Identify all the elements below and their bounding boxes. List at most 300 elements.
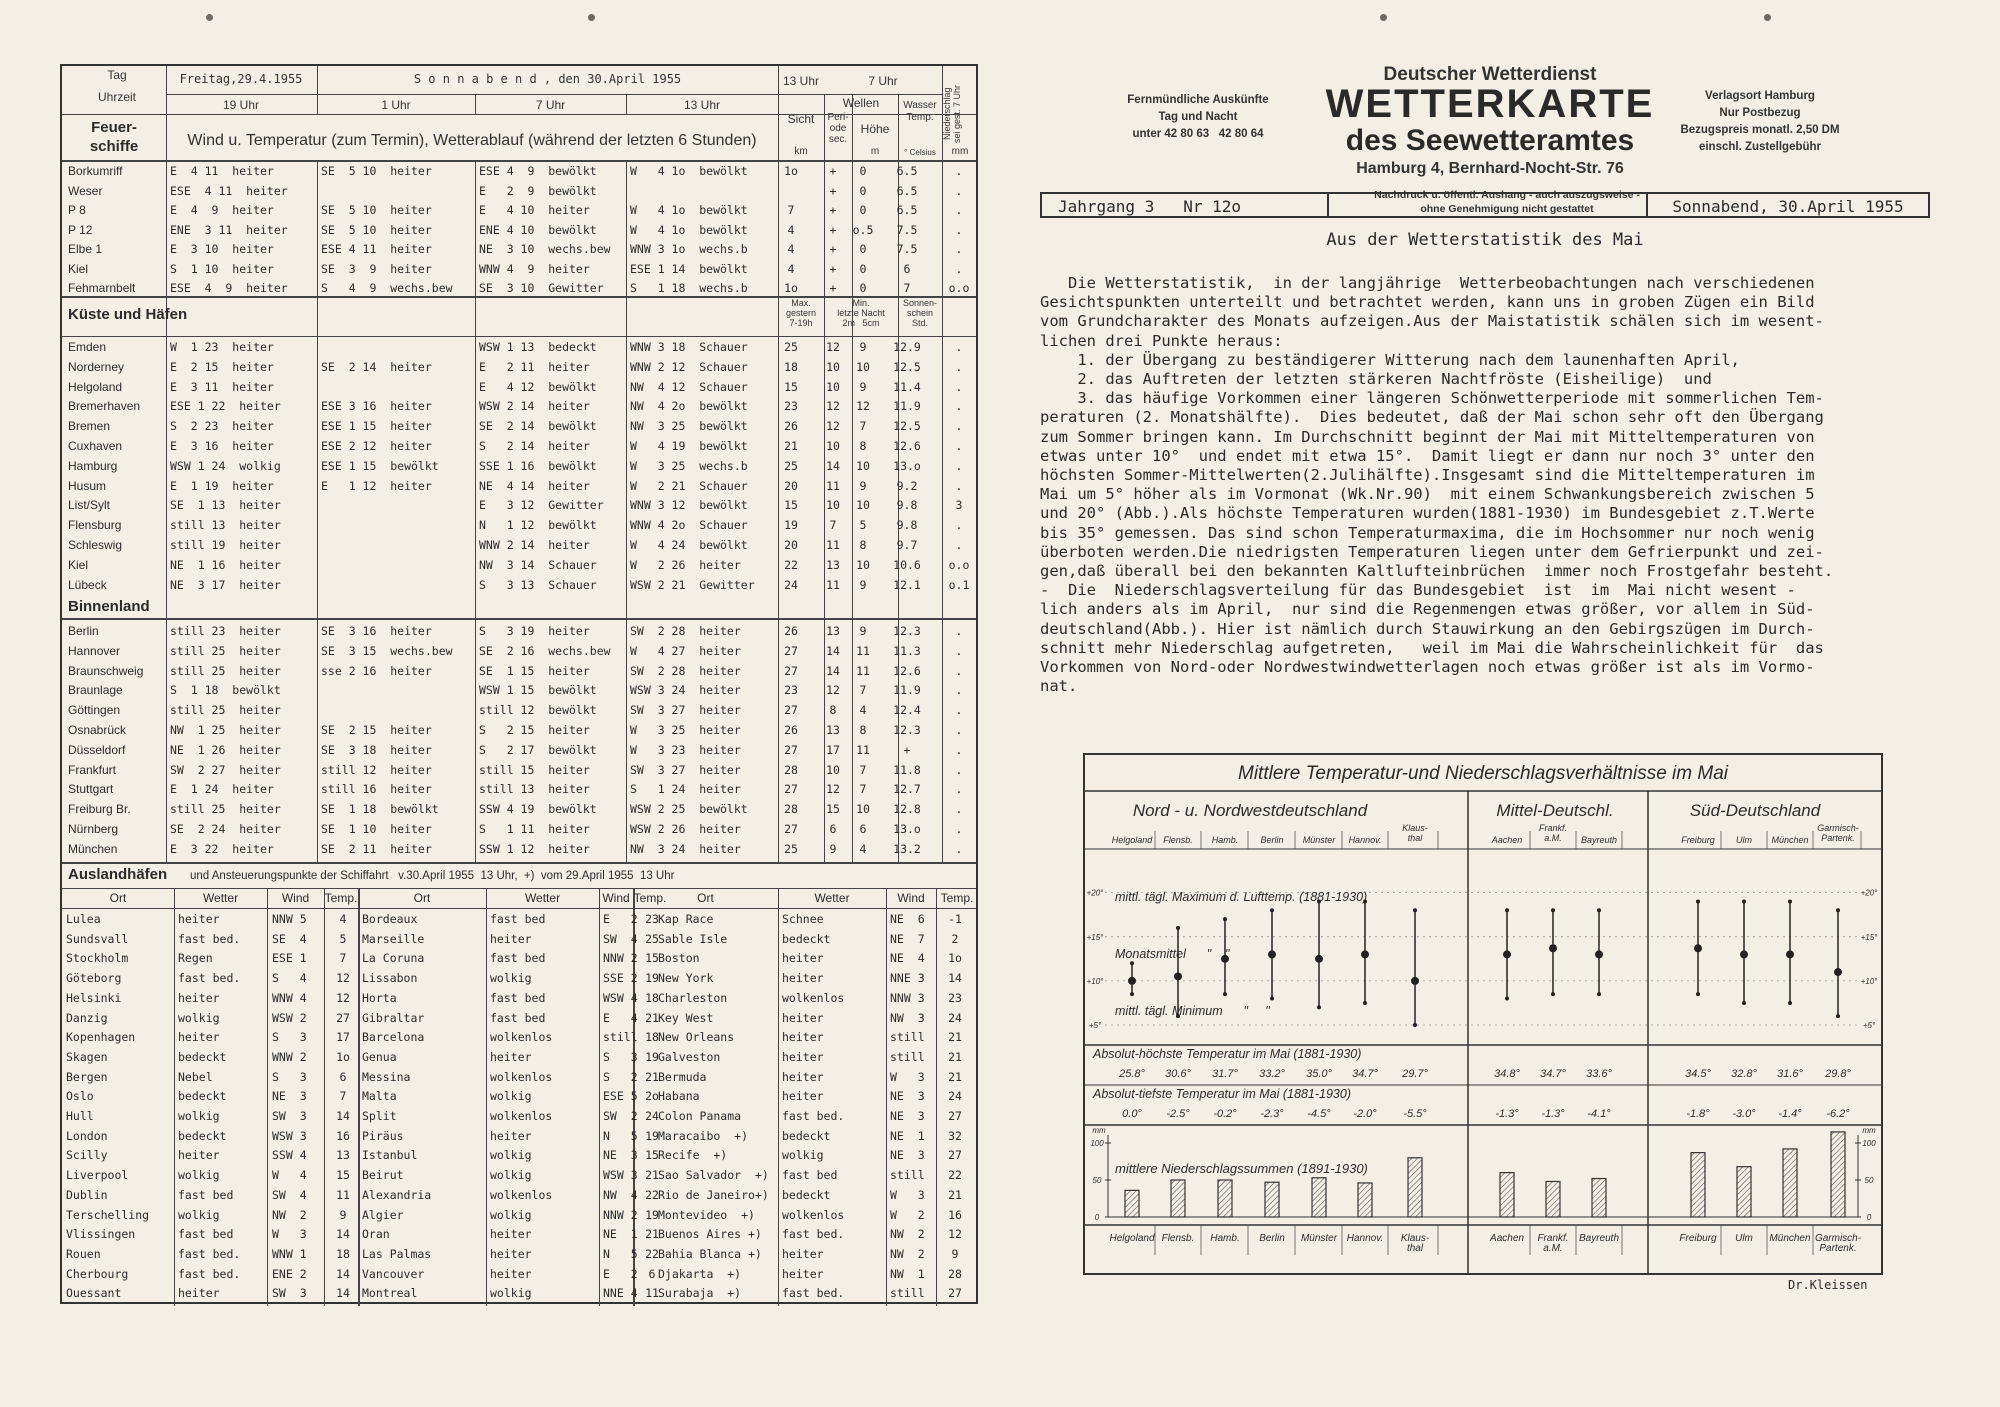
station-value: 9 bbox=[859, 577, 867, 592]
station-value: . bbox=[955, 802, 963, 817]
station-value: 1o bbox=[784, 164, 798, 178]
station-value: SSW 1 12 heiter bbox=[479, 841, 590, 856]
station-label-bottom: Freiburg bbox=[1679, 1233, 1717, 1244]
station-value: 4 bbox=[859, 703, 867, 718]
foreign-value: 18 bbox=[645, 990, 659, 1005]
station-label-top: Frankf. a.M. bbox=[1538, 823, 1568, 843]
station-value: S 2 14 heiter bbox=[479, 439, 590, 453]
precip-tick-left: 50 bbox=[1092, 1176, 1102, 1185]
precip-bar bbox=[1831, 1132, 1845, 1217]
foreign-value: bedeckt bbox=[178, 1089, 227, 1104]
foreign-value: still bbox=[890, 1030, 925, 1045]
foreign-value: fast bed bbox=[178, 1227, 234, 1242]
station-value: NW 3 24 heiter bbox=[630, 841, 741, 856]
foreign-value: 21 bbox=[948, 1049, 962, 1064]
foreign-value: 32 bbox=[948, 1128, 962, 1143]
station-value: . bbox=[955, 399, 963, 414]
foreign-port: Montreal bbox=[362, 1286, 418, 1301]
foreign-value: SW 3 bbox=[272, 1286, 307, 1301]
station-row bbox=[62, 681, 976, 701]
station-row bbox=[62, 457, 976, 477]
station-value: 11 bbox=[826, 478, 840, 493]
station-name: Borkumriff bbox=[68, 164, 123, 178]
hdr-periode: Peri- ode sec. bbox=[827, 112, 849, 145]
foreign-value: heiter bbox=[178, 1030, 220, 1045]
issue-jahrgang: Jahrgang 3 Nr 12o bbox=[1058, 197, 1242, 216]
station-value: SE 3 16 heiter bbox=[321, 624, 432, 638]
hdr-wind-temp: Wind u. Temperatur (zum Termin), Wetterablauf (während der letzten 6 Stunden) bbox=[187, 132, 757, 149]
station-value: 12.7 bbox=[893, 782, 921, 797]
foreign-port: Kopenhagen bbox=[66, 1030, 136, 1045]
station-value: 13.o bbox=[893, 822, 921, 836]
foreign-value: NE 7 bbox=[890, 931, 925, 946]
hdr-km: km bbox=[794, 146, 808, 157]
station-value: SW 3 27 heiter bbox=[630, 762, 741, 777]
station-name: Hannover bbox=[68, 643, 121, 658]
absmax-value: 30.6° bbox=[1165, 1068, 1191, 1080]
foreign-value: W 4 bbox=[272, 1168, 307, 1183]
station-value: 25 bbox=[784, 340, 798, 354]
foreign-value: WNW 1 bbox=[272, 1246, 307, 1261]
foreign-value: NW 2 bbox=[890, 1227, 925, 1242]
foreign-value: ESE 5 bbox=[603, 1089, 638, 1104]
foreign-value: NW 3 bbox=[890, 1010, 925, 1025]
station-value: E 1 12 heiter bbox=[321, 478, 432, 493]
station-value: E 3 16 heiter bbox=[170, 439, 274, 453]
station-value: 6.5 bbox=[896, 164, 918, 178]
station-row bbox=[62, 556, 976, 576]
station-row bbox=[62, 260, 976, 280]
foreign-port: Scilly bbox=[66, 1148, 108, 1163]
station-name: Emden bbox=[68, 340, 107, 354]
station-value: 27 bbox=[784, 703, 798, 718]
foreign-port: Messina bbox=[362, 1069, 411, 1084]
station-label-bottom: Frankf. a.M. bbox=[1537, 1233, 1569, 1254]
station-name: Husum bbox=[68, 478, 107, 493]
station-value: ESE 2 12 heiter bbox=[321, 439, 432, 453]
station-value: 12 bbox=[826, 419, 840, 434]
station-value: W 4 24 bewölkt bbox=[630, 538, 748, 552]
foreign-port: Colon Panama bbox=[658, 1109, 742, 1123]
station-name: Stuttgart bbox=[68, 782, 114, 797]
station-value: NE 4 14 heiter bbox=[479, 478, 590, 493]
station-value: S 1 11 heiter bbox=[479, 822, 590, 836]
absmin-value: 0.0° bbox=[1122, 1108, 1142, 1120]
precip-bar bbox=[1312, 1178, 1326, 1217]
station-value: WSW 2 25 bewölkt bbox=[630, 802, 748, 817]
station-label-top: Klaus-thal bbox=[1402, 823, 1428, 843]
station-value: NE 3 17 heiter bbox=[170, 577, 281, 592]
foreign-port: Lissabon bbox=[362, 971, 418, 986]
station-name: Bremen bbox=[68, 419, 111, 434]
station-name: Flensburg bbox=[68, 518, 122, 533]
foreign-value: NE 3 bbox=[890, 1089, 925, 1104]
temp-mean-dot bbox=[1834, 968, 1842, 976]
station-value: . bbox=[955, 643, 963, 658]
temp-tick-left: +10° bbox=[1086, 976, 1104, 986]
foreign-value: fast bed. bbox=[178, 931, 241, 946]
station-value: 12 bbox=[826, 340, 840, 354]
station-value: still 13 heiter bbox=[479, 782, 590, 797]
foreign-port: Ouessant bbox=[66, 1286, 122, 1301]
temp-tick-left: +20° bbox=[1086, 888, 1104, 898]
foreign-value: fast bed. bbox=[782, 1227, 845, 1242]
foreign-value: 16 bbox=[336, 1128, 350, 1143]
station-name: Kiel bbox=[68, 557, 89, 572]
station-value: . bbox=[955, 203, 963, 217]
foreign-value: wolkig bbox=[490, 1286, 532, 1301]
temp-tick-right: +15° bbox=[1860, 932, 1878, 942]
station-value: 28 bbox=[784, 802, 798, 817]
station-name: Weser bbox=[68, 183, 103, 198]
station-value: E 3 22 heiter bbox=[170, 841, 274, 856]
foreign-port: Algier bbox=[362, 1207, 404, 1222]
precip-tick-right: 100 bbox=[1862, 1139, 1876, 1148]
foreign-value: 14 bbox=[948, 971, 962, 986]
station-name: Nürnberg bbox=[68, 822, 119, 836]
station-value: NE 1 26 heiter bbox=[170, 742, 281, 757]
foreign-port: Skagen bbox=[66, 1049, 108, 1064]
station-value: NW 1 25 heiter bbox=[170, 723, 281, 737]
station-value: 7 bbox=[903, 281, 911, 295]
foreign-value: WSW 3 bbox=[603, 1168, 638, 1183]
foreign-port: Bordeaux bbox=[362, 912, 418, 926]
station-value: 6 bbox=[829, 822, 837, 836]
foreign-value: bedeckt bbox=[782, 1187, 831, 1202]
foreign-value: NNW 2 bbox=[603, 1207, 638, 1222]
station-value: SE 1 13 heiter bbox=[170, 498, 281, 513]
hdr-uhrzeit: Uhrzeit bbox=[97, 90, 136, 104]
station-value: 12 bbox=[856, 399, 870, 414]
precip-bar bbox=[1592, 1179, 1606, 1217]
foreign-value: 4 bbox=[339, 912, 347, 926]
foreign-port: Dublin bbox=[66, 1187, 108, 1202]
foreign-value: NE 3 bbox=[272, 1089, 307, 1104]
foreign-col-header: Wetter bbox=[202, 891, 239, 905]
foreign-value: NNW 3 bbox=[890, 990, 925, 1005]
station-value: 3 bbox=[955, 498, 963, 513]
section-auslandhaefen: Auslandhäfen bbox=[68, 866, 168, 883]
foreign-value: 2 bbox=[951, 931, 959, 946]
station-value: + bbox=[829, 242, 837, 256]
station-name: Berlin bbox=[68, 624, 99, 638]
foreign-value: wolkenlos bbox=[782, 990, 845, 1005]
foreign-value: WNW 4 bbox=[272, 990, 307, 1005]
precip-bar bbox=[1358, 1183, 1372, 1217]
station-value: still 12 heiter bbox=[321, 762, 432, 777]
station-value: 6 bbox=[903, 261, 911, 276]
station-name: Helgoland bbox=[68, 379, 123, 394]
foreign-value: 11 bbox=[645, 1286, 659, 1301]
foreign-col-header: Ort bbox=[697, 891, 714, 905]
foreign-value: fast bed bbox=[490, 1010, 546, 1025]
station-value: SE 2 14 heiter bbox=[321, 359, 432, 374]
hdr-celsius: ° Celsius bbox=[904, 148, 936, 157]
station-value: still 25 heiter bbox=[170, 663, 281, 678]
foreign-port: London bbox=[66, 1128, 108, 1143]
region-south: Süd-Deutschland bbox=[1689, 801, 1821, 820]
foreign-col-header: Wetter bbox=[814, 891, 850, 905]
station-row bbox=[62, 221, 976, 241]
station-value: SE 2 11 heiter bbox=[321, 841, 432, 856]
foreign-value: 27 bbox=[336, 1010, 350, 1025]
station-value: + bbox=[829, 164, 837, 178]
foreign-value: fast bed bbox=[178, 1187, 234, 1202]
station-value: still 16 heiter bbox=[321, 782, 432, 797]
absmax-label: Absolut-höchste Temperatur im Mai (1881-1930) bbox=[1093, 1047, 1362, 1061]
station-value: 9 bbox=[829, 841, 837, 856]
station-value: 13.2 bbox=[893, 841, 921, 856]
temp-mean-dot bbox=[1411, 977, 1419, 985]
station-value: . bbox=[955, 261, 963, 276]
foreign-value: bedeckt bbox=[178, 1128, 227, 1143]
foreign-value: W 3 bbox=[890, 1069, 925, 1084]
station-value: 10 bbox=[856, 458, 870, 473]
station-value: 12.1 bbox=[893, 577, 921, 592]
precip-bar bbox=[1171, 1180, 1185, 1217]
station-value: . bbox=[955, 663, 963, 678]
temp-tick-left: +15° bbox=[1086, 932, 1104, 942]
foreign-value: 15 bbox=[645, 951, 659, 966]
station-value: 0 bbox=[859, 183, 867, 198]
station-value: E 4 12 bewölkt bbox=[479, 379, 597, 394]
region-middle: Mittel-Deutschl. bbox=[1496, 801, 1614, 820]
section-kueste: Küste und Häfen bbox=[68, 306, 188, 323]
precip-bar bbox=[1218, 1180, 1232, 1217]
station-value: NW 4 2o bewölkt bbox=[630, 399, 748, 414]
station-value: . bbox=[955, 624, 963, 638]
foreign-value: ENE 2 bbox=[272, 1266, 307, 1281]
precip-bar bbox=[1265, 1182, 1279, 1217]
station-value: + bbox=[829, 281, 837, 295]
foreign-col-header: Ort bbox=[413, 891, 431, 905]
foreign-value: 14 bbox=[336, 1109, 350, 1123]
station-value: 18 bbox=[784, 359, 798, 374]
station-value: still 25 heiter bbox=[170, 703, 281, 718]
foreign-value: 24 bbox=[948, 1010, 962, 1025]
foreign-value: NNE 3 bbox=[890, 971, 925, 986]
foreign-value: fast bed. bbox=[782, 1109, 845, 1123]
station-value: WNW 3 12 bewölkt bbox=[630, 498, 748, 513]
legend-min: mittl. tägl. Minimum " " bbox=[1115, 1004, 1270, 1018]
station-value: 10 bbox=[826, 439, 840, 453]
foreign-port: Beirut bbox=[362, 1168, 404, 1183]
station-name: Düsseldorf bbox=[68, 742, 126, 757]
station-value: 4 bbox=[787, 261, 795, 276]
hdr-max-gestern: Max. gestern 7-19h bbox=[785, 298, 817, 328]
foreign-port: Kap Race bbox=[658, 912, 714, 926]
foreign-value: 27 bbox=[948, 1286, 962, 1301]
precip-bar bbox=[1546, 1181, 1560, 1217]
precip-tick-right: 0 bbox=[1866, 1213, 1872, 1222]
temp-mean-dot bbox=[1786, 950, 1794, 958]
foreign-value: S 3 bbox=[272, 1069, 307, 1084]
station-value: + bbox=[829, 203, 837, 217]
station-value: 7.5 bbox=[896, 222, 918, 237]
station-value: WNW 3 1o wechs.b bbox=[630, 242, 748, 256]
foreign-value: fast bed. bbox=[178, 1246, 241, 1261]
foreign-port: Göteborg bbox=[66, 971, 122, 986]
hdr-c7: 7 Uhr bbox=[868, 74, 898, 88]
foreign-value: heiter bbox=[782, 1010, 824, 1025]
foreign-value: ESE 1 bbox=[272, 951, 307, 966]
station-value: ESE 4 11 heiter bbox=[321, 242, 432, 256]
foreign-value: heiter bbox=[490, 1049, 532, 1064]
foreign-port: Barcelona bbox=[362, 1030, 425, 1045]
foreign-value: 21 bbox=[645, 1010, 659, 1025]
foreign-value: 22 bbox=[948, 1168, 962, 1183]
station-value: 13 bbox=[826, 624, 840, 638]
legend-mean: Monatsmittel " " bbox=[1115, 947, 1230, 961]
station-label-top: Münster bbox=[1302, 835, 1336, 845]
absmax-value: 31.6° bbox=[1777, 1068, 1803, 1080]
station-value: 8 bbox=[859, 439, 867, 453]
foreign-value: Schnee bbox=[782, 912, 824, 926]
station-name: Braunlage bbox=[68, 683, 123, 698]
station-label-top: Bayreuth bbox=[1580, 835, 1618, 845]
station-name: Freiburg Br. bbox=[68, 802, 131, 817]
region-north: Nord - u. Nordwestdeutschland bbox=[1132, 801, 1368, 820]
absmin-value: -1.4° bbox=[1778, 1108, 1802, 1120]
station-value: SE 1 15 heiter bbox=[479, 663, 590, 678]
station-value: . bbox=[955, 340, 963, 354]
station-value: 10 bbox=[856, 359, 870, 374]
foreign-value: wolkig bbox=[178, 1109, 220, 1123]
foreign-value: 19 bbox=[645, 1128, 659, 1143]
station-value: W 3 25 heiter bbox=[630, 723, 741, 737]
station-value: 4 bbox=[787, 242, 795, 256]
foreign-value: NE 1 bbox=[890, 1128, 925, 1143]
absmax-value: 33.2° bbox=[1259, 1068, 1285, 1080]
station-name: Bremerhaven bbox=[68, 399, 141, 414]
foreign-port: Stockholm bbox=[66, 951, 129, 966]
station-value: WNW 2 12 Schauer bbox=[630, 359, 748, 374]
foreign-port: Alexandria bbox=[362, 1187, 432, 1202]
precip-tick-right: 50 bbox=[1864, 1176, 1874, 1185]
foreign-port: New Orleans bbox=[658, 1030, 735, 1045]
foreign-value: wolkig bbox=[490, 1168, 532, 1183]
station-label-bottom: Helgoland bbox=[1109, 1233, 1155, 1244]
absmin-value: -3.0° bbox=[1732, 1108, 1756, 1120]
station-value: 26 bbox=[784, 419, 798, 434]
foreign-port: Lulea bbox=[66, 912, 101, 926]
foreign-port: La Coruna bbox=[362, 951, 425, 966]
station-value: 27 bbox=[784, 663, 798, 678]
station-value: 10 bbox=[826, 498, 840, 513]
absmin-label: Absolut-tiefste Temperatur im Mai (1881-1930) bbox=[1093, 1087, 1351, 1101]
foreign-value: 23 bbox=[948, 990, 962, 1005]
hdr-7uhr: 7 Uhr bbox=[535, 98, 566, 112]
station-name: Hamburg bbox=[68, 458, 118, 473]
foreign-value: heiter bbox=[490, 931, 532, 946]
foreign-value: 12 bbox=[948, 1227, 962, 1242]
foreign-value: 22 bbox=[645, 1246, 659, 1261]
station-value: . bbox=[955, 222, 963, 237]
temp-max-dot bbox=[1836, 908, 1840, 912]
station-value: 10 bbox=[856, 802, 870, 817]
foreign-value: SE 4 bbox=[272, 931, 307, 946]
station-value: 6.5 bbox=[896, 183, 918, 198]
foreign-value: 6 bbox=[648, 1266, 656, 1281]
foreign-value: fast bed bbox=[490, 951, 546, 966]
temp-max-dot bbox=[1696, 899, 1700, 903]
absmin-value: -2.0° bbox=[1353, 1108, 1377, 1120]
station-value: ESE 4 11 heiter bbox=[170, 183, 288, 198]
temp-mean-dot bbox=[1503, 950, 1511, 958]
foreign-value: wolkig bbox=[178, 1168, 220, 1183]
temp-min-dot bbox=[1505, 997, 1509, 1001]
station-value: WSW 2 14 heiter bbox=[479, 399, 590, 414]
station-value: S 3 13 Schauer bbox=[479, 577, 597, 592]
foreign-value: 25 bbox=[645, 931, 659, 946]
station-name: Frankfurt bbox=[68, 762, 117, 777]
station-value: E 1 19 heiter bbox=[170, 478, 274, 493]
station-value: WSW 1 13 bedeckt bbox=[479, 340, 597, 354]
station-name: Kiel bbox=[68, 261, 89, 276]
station-value: NW 4 12 Schauer bbox=[630, 379, 748, 394]
foreign-port: Maracaibo +) bbox=[658, 1128, 749, 1143]
station-value: 7 bbox=[859, 419, 867, 434]
station-name: List/Sylt bbox=[68, 498, 111, 513]
station-value: 9.8 bbox=[896, 518, 918, 533]
station-value: SE 3 15 wechs.bew bbox=[321, 643, 453, 658]
station-value: 22 bbox=[784, 557, 798, 572]
foreign-value: WSW 2 bbox=[272, 1010, 307, 1025]
foreign-value: Regen bbox=[178, 951, 213, 966]
foreign-value: NNW 5 bbox=[272, 912, 307, 926]
foreign-value: SW 4 bbox=[272, 1187, 307, 1202]
foreign-value: 22 bbox=[645, 1187, 659, 1202]
absmax-value: 32.8° bbox=[1731, 1068, 1757, 1080]
station-value: . bbox=[955, 742, 963, 757]
station-value: 10.6 bbox=[893, 557, 921, 572]
foreign-value: 24 bbox=[645, 1109, 659, 1123]
station-value: 11 bbox=[826, 577, 840, 592]
station-value: 11.4 bbox=[893, 379, 921, 394]
masthead-subtitle: des Seewetteramtes bbox=[1345, 124, 1635, 157]
station-value: 11 bbox=[856, 663, 870, 678]
station-value: SE 3 10 Gewitter bbox=[479, 281, 604, 295]
station-value: 12 bbox=[826, 683, 840, 698]
foreign-value: S 4 bbox=[272, 971, 307, 986]
station-value: 26 bbox=[784, 624, 798, 638]
station-row bbox=[62, 536, 976, 556]
foreign-value: 2o bbox=[645, 1089, 659, 1104]
foreign-port: Sao Salvador +) bbox=[658, 1168, 769, 1183]
foreign-value: wolkig bbox=[178, 1010, 220, 1025]
station-value: SE 2 14 bewölkt bbox=[479, 419, 597, 434]
station-value: 27 bbox=[784, 643, 798, 658]
station-value: 9 bbox=[859, 340, 867, 354]
station-value: 7.5 bbox=[896, 242, 918, 256]
temp-mean-dot bbox=[1740, 950, 1748, 958]
absmax-value: 29.8° bbox=[1825, 1068, 1851, 1080]
station-value: still 25 heiter bbox=[170, 802, 281, 817]
station-value: ESE 1 15 heiter bbox=[321, 419, 432, 434]
article-text: Die Wetterstatistik, in der langjährige Wetterbeobachtungen nach verschiedenen Gesichtspunkten unterteilt und betrachtet werden, kann uns in groben Zügen ein Bild vom Grundcharakter des Monats aufzeigen.Aus der Maistatistik schälen sich im wesent- lichen drei Punkte heraus: 1. der Übergang zu beständigerer Witterung nach dem launenhaften April, 2. das Auftreten der letzten stärkeren Nachtfröste (Eisheilige) und 3. das häufige Vorkommen einer längeren Schönwetterperiode mit sommerlichen Tem- peraturen (2. Monatshälfte). Dies bedeutet, daß der Mai schon sehr oft den Übergang zum Sommer bringen kann. Im Durchschnitt beginnt der Mai mit Mitteltemperaturen von etwas unter 10° und endet mit etwa 15°. Damit liegt er dann nur noch 3° unter den höchsten Sommer-Mittelwerten(2.Julihälfte).Insgesamt sind die Mitteltemperaturen im Mai um 5° höher als im Vormonat (Wk.Nr.90) mit einem Schwankungsbereich zwischen 5 und 20° (Abb.).Als höchste Temperaturen wurden(1881-1930) im Bundesgebiet z.T.Werte bis 35° gemessen. Das sind schon Temperaturmaxima, die im Hochsommer nur noch wenig überboten werden.Die niedrigsten Temperaturen liegen unter dem Gefrierpunkt und zei- gen,daß überall bei den bekannten Kaltlufteinbrüchen immer noch Frostgefahr besteht. - Die Niederschlagsverteilung für das Bundesgebiet ist im Mai nicht wesent - lich anders als im April, nur sind die Regenmengen etwas größer, vor allem in Süd- deutschland(Abb.). Hier ist nämlich durch Stauwirkung an den Gebirgszügen im Durch- schnitt mehr Niederschlag aufgetreten, weil im Mai die Wahrscheinlichkeit für das Vorkommen von Nord-oder Nordwestwindwetterlagen noch etwas größer ist als im Vormo- nat. bbox=[1040, 274, 1834, 696]
station-name: P 12 bbox=[68, 222, 93, 237]
foreign-value: heiter bbox=[782, 1266, 824, 1281]
station-value: SE 2 15 heiter bbox=[321, 723, 432, 737]
foreign-value: N 5 bbox=[603, 1128, 638, 1143]
station-value: E 3 11 heiter bbox=[170, 379, 274, 394]
section-feuerschiffe: Feuer- schiffe bbox=[89, 119, 139, 155]
station-value: 15 bbox=[784, 498, 798, 513]
station-value: 12.3 bbox=[893, 624, 921, 638]
foreign-port: Rio de Janeiro+) bbox=[658, 1187, 769, 1202]
absmax-value: 34.8° bbox=[1494, 1068, 1520, 1080]
station-label-bottom: Ulm bbox=[1735, 1233, 1753, 1244]
